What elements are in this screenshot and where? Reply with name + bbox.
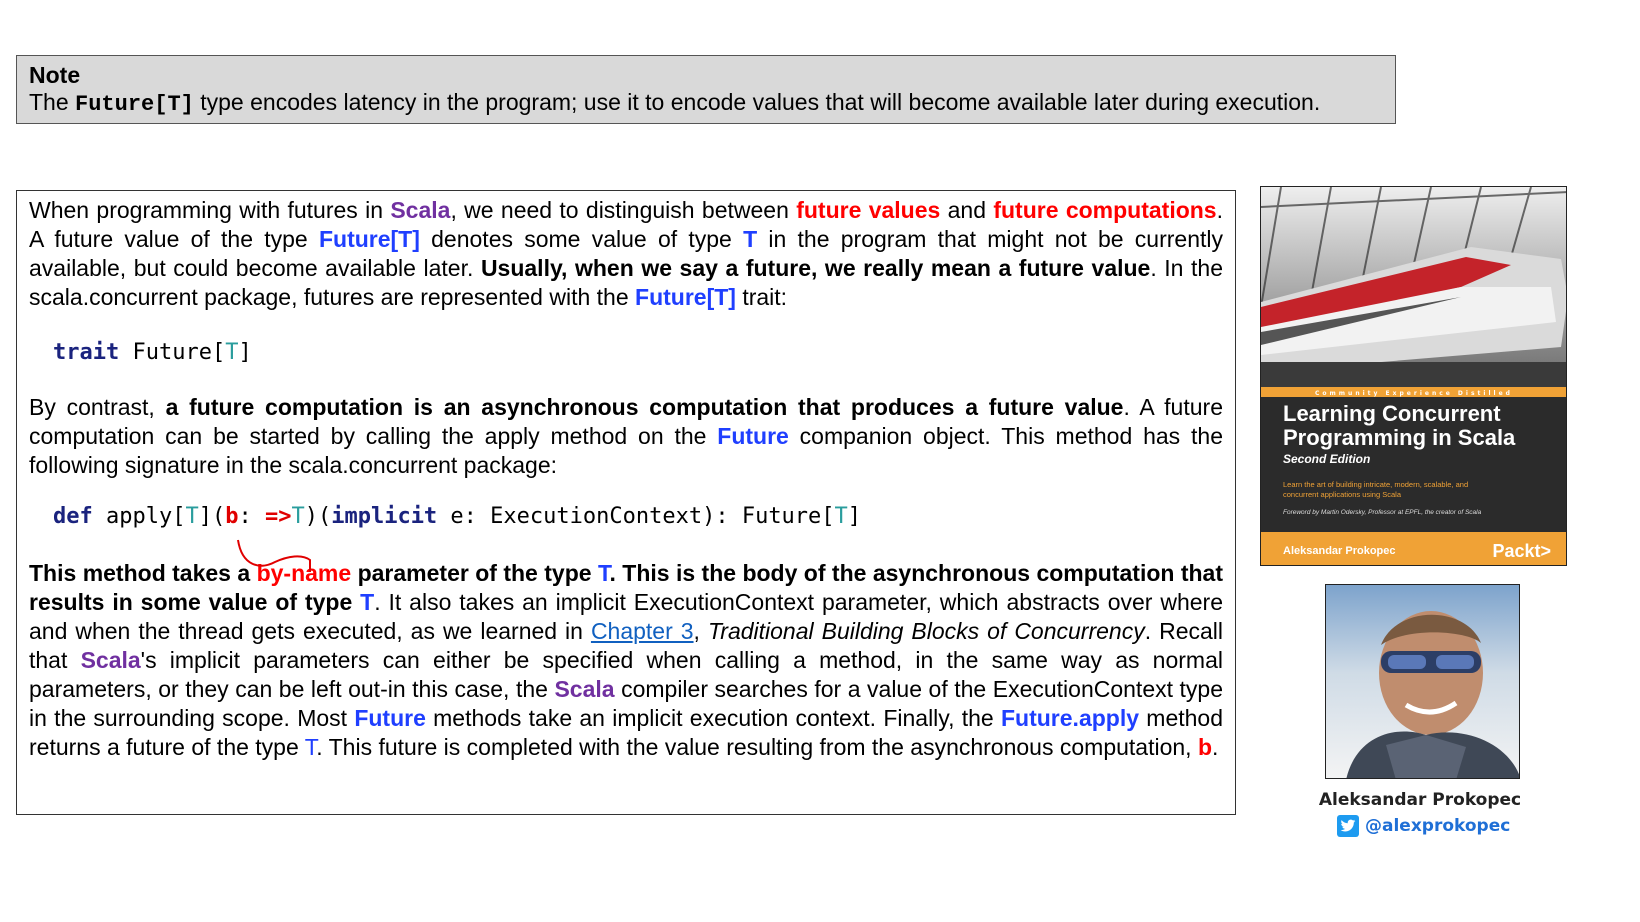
author-photo [1325,584,1520,779]
author-handle-row[interactable] [1337,814,1510,838]
note-text: The Future[T] type encodes latency in the program; use it to encode values that will become available later during execution. [29,89,1321,117]
book-subtitle-line2: concurrent applications using Scala [1283,490,1401,499]
code-apply-signature: def apply[T](b: =>T)(implicit e: ExecutionContext): Future[T] [53,504,862,529]
paragraph-by-name: This method takes a by-name parameter of the type T. This is the body of the asynchronous computation that results in some value of type T. It also takes an implicit ExecutionContext parameter, which abstracts over where and when the thread gets executed, as we learned in Chapter 3, Traditional Building Blocks of Concurrency. Recall that Scala's implicit parameters can either be specified when calling a method, in the same way as normal parameters, or they can be left out-in this case, the Scala compiler searches for a value of the ExecutionContext type in the surrounding scope. Most Future methods take an implicit execution context. Finally, the Future.apply method returns a future of the type T. This future is completed with the value resulting from the asynchronous computation, b. [29,560,1224,760]
book-author: Aleksandar Prokopec [1283,545,1396,557]
book-tagline: Community Experience Distilled [1315,390,1513,397]
annotation-curve [220,538,320,578]
book-edition: Second Edition [1283,452,1371,466]
chapter-3-link[interactable]: Chapter 3 [590,618,694,644]
note-code: Future[T] [75,92,194,117]
twitter-icon [1337,815,1359,837]
book-cover [1260,186,1567,566]
author-handle[interactable]: @alexprokopec [1365,816,1511,836]
book-subtitle-line1: Learn the art of building intricate, modern, scalable, and [1283,480,1469,489]
code-trait-future: trait Future[T] [53,340,252,365]
book-foreword: Foreword by Martin Odersky, Professor at EPFL, the creator of Scala [1283,509,1482,516]
author-name: Aleksandar Prokopec [1318,790,1522,810]
note-title: Note [29,62,81,88]
paragraph-future-computation: By contrast, a future computation is an asynchronous computation that produces a future value. A future computation can be started by calling the apply method on the Future companion object. This method has the following signature in the scala.concurrent package: [29,394,1223,478]
paragraph-intro: When programming with futures in Scala, we need to distinguish between future values and future computations. A future value of the type Future[T] denotes some value of type T in the program that might not be currently available, but could become available later. Usually, when we say a future, we really mean a future value. In the scala.concurrent package, futures are represented with the Future[T] trait: [29,197,1223,310]
book-title-line2: Programming in Scala [1283,425,1516,450]
book-publisher: Packt> [1492,541,1551,561]
note-box [16,55,1396,124]
main-text-box [16,190,1236,815]
book-title-line1: Learning Concurrent [1283,401,1501,426]
book-cover-art [1261,187,1567,566]
